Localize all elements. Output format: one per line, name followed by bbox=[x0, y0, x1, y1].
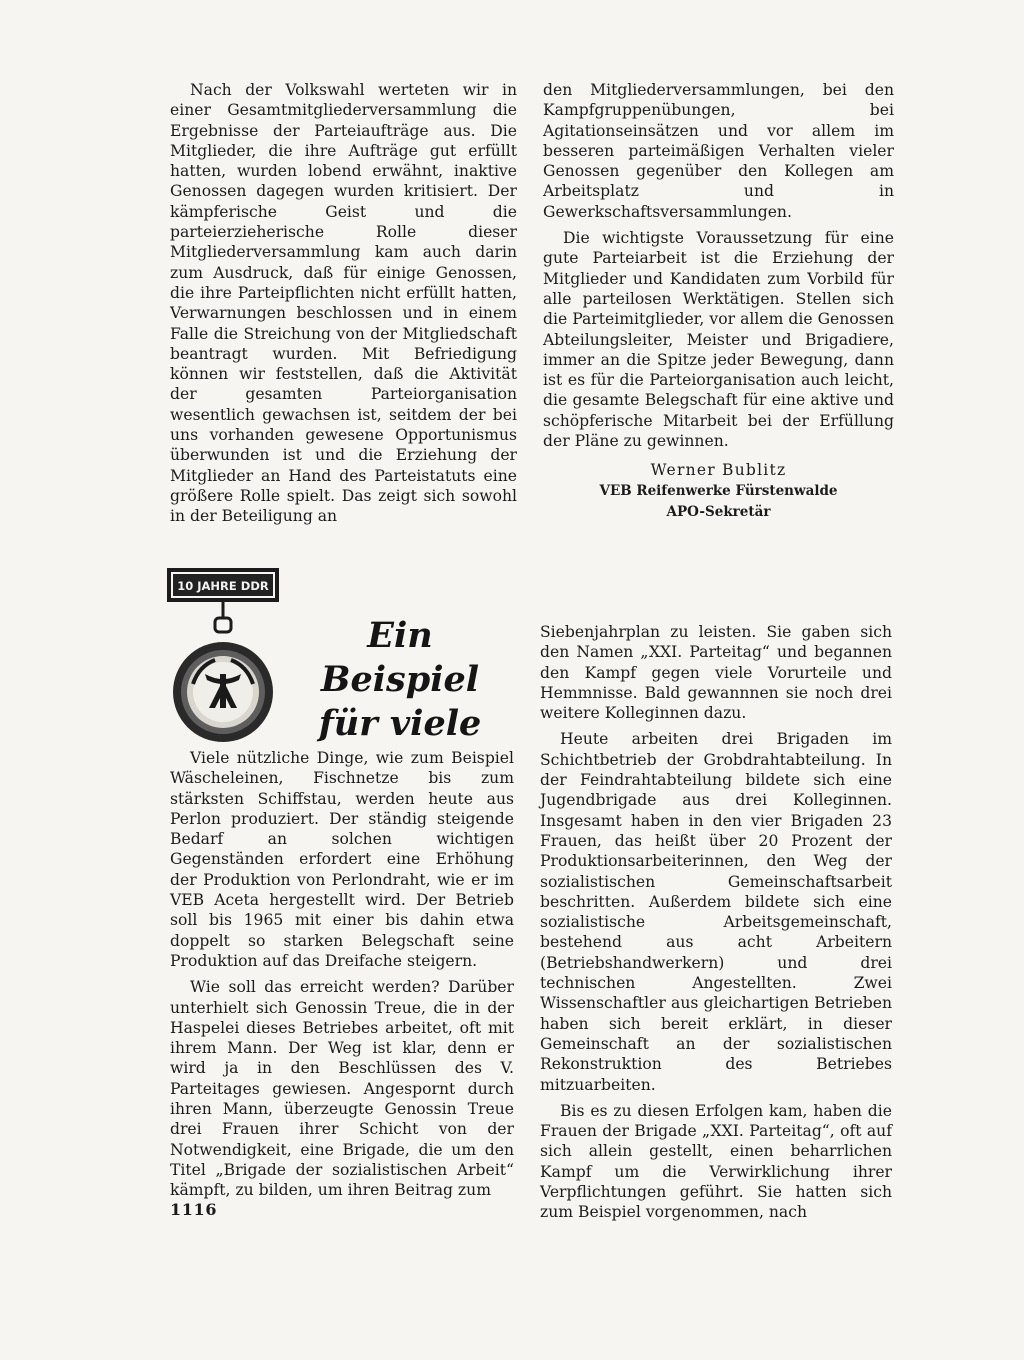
article2-left-column bbox=[170, 748, 514, 1201]
article1-right-paragraph-2: Die wichtigste Voraussetzung für eine gute Parteiarbeit ist die Erziehung der Mitglieder und Kandidaten zum Vorbild für alle parteilosen Werktätigen. Stellen sich die Parteimitglieder, vor allem die Genossen Abteilungsleiter, Meister und Brigadiere, immer an die Spitze jeder Bewegung, dann ist es für die Parteiorganisation auch leicht, die gesamte Belegschaft für eine aktive und schöpferische Mitarbeit bei der Erfüllung der Pläne zu gewinnen. bbox=[543, 229, 894, 451]
article1-signature bbox=[543, 459, 894, 523]
headline-line-2: für viele bbox=[318, 703, 482, 744]
article1-left-column bbox=[170, 80, 517, 527]
article2-left-paragraph-2: Wie soll das erreicht werden? Darüber unterhielt sich Genossin Treue, die in der Haspelei dieses Betriebes arbeitet, oft mit ihrem Mann. Der Weg ist klar, denn er wird ja in den Beschlüssen des V. Parteitages gewiesen. Angespornt durch ihren Mann, überzeugte Genossin Treue drei Frauen ihrer Schicht von der Notwendigkeit, eine Brigade, die um den Titel „Brigade der sozialistischen Arbeit“ kämpft, zu bilden, um ihren Beitrag zum bbox=[170, 978, 514, 1200]
article1-right-column bbox=[543, 80, 894, 523]
signature-company: VEB Reifenwerke Fürstenwalde bbox=[599, 483, 838, 500]
article2-right-column bbox=[540, 622, 892, 1223]
article2-right-paragraph-1: Siebenjahrplan zu leisten. Sie gaben sich den Namen „XXI. Parteitag“ und begannen den Kampf gegen viele Vorurteile und Hemmnisse. Bald gewannnen sie noch drei weitere Kolleginnen dazu. bbox=[540, 623, 892, 723]
article1-left-paragraph: Nach der Volkswahl werteten wir in einer Gesamtmitgliederversammlung die Ergebnisse der Parteiaufträge aus. Die Mitglieder, die ihre Aufträge gut erfüllt hatten, wurden lobend erwähnt, inaktive Genossen dagegen wurden kritisiert. Der kämpferische Geist und die parteierzieherische Rolle dieser Mitgliederversammlung kam auch darin zum Ausdruck, daß für einige Genossen, die ihre Parteipflichten nicht erfüllt hatten, Verwarnungen beschlossen und in einem Falle die Streichung von der Mitgliedschaft beantragt wurden. Mit Befriedigung können wir feststellen, daß die Aktivität der gesamten Parteiorganisation wesentlich gewachsen ist, seitdem der bei uns vorhanden gewesene Opportunismus überwunden ist und die Erziehung der Mitglieder an Hand des Parteistatuts eine größere Rolle spielt. Das zeigt sich sowohl in der Beteiligung an bbox=[170, 81, 517, 526]
headline-line-1: Ein Beispiel bbox=[320, 615, 480, 700]
page-number: 1116 bbox=[170, 1200, 218, 1219]
article2-headline bbox=[290, 614, 510, 746]
ddr-anniversary-medal-icon bbox=[165, 566, 285, 746]
article1-right-paragraph-1: den Mitgliederversammlungen, bei den Kampfgruppenübungen, bei Agitationseinsätzen und vor allem im besseren parteimäßigen Verhalten vieler Genossen gegenüber den Kollegen am Arbeitsplatz und in Gewerkschaftsversammlungen. bbox=[543, 81, 894, 221]
article2-left-paragraph-1: Viele nützliche Dinge, wie zum Beispiel Wäscheleinen, Fischnetze bis zum stärksten Schiffstau, werden heute aus Perlon produziert. Der ständig steigende Bedarf an solchen wichtigen Gegenständen erfordert eine Erhöhung der Produktion von Perlondraht, wie er im VEB Aceta hergestellt wird. Der Betrieb soll bis 1965 mit einer bis dahin etwa doppelt so starken Belegschaft seine Produktion auf das Dreifache steigern. bbox=[170, 749, 514, 970]
signature-name: Werner Bublitz bbox=[650, 461, 787, 480]
article2-right-paragraph-2: Heute arbeiten drei Brigaden im Schichtbetrieb der Grobdrahtabteilung. In der Feindrahtabteilung bildete sich eine Jugendbrigade aus drei Kolleginnen. Insgesamt haben in den vier Brigaden 23 Frauen, das heißt über 20 Prozent der Produktionsarbeiterinnen, den Weg der sozialistischen Gemeinschaftsarbeit beschritten. Außerdem bildete sich eine sozialistische Arbeitsgemeinschaft, bestehend aus acht Arbeitern (Betriebshandwerkern) und drei technischen Angestellten. Zwei Wissenschaftler aus gleichartigen Betrieben haben sich bereit erklärt, in dieser Gemeinschaft an der sozialistischen Rekonstruktion des Betriebes mitzuarbeiten. bbox=[540, 730, 892, 1094]
badge-label: 10 JAHRE DDR bbox=[177, 579, 269, 593]
signature-role: APO-Sekretär bbox=[666, 504, 771, 521]
article2-right-paragraph-3: Bis es zu diesen Erfolgen kam, haben die Frauen der Brigade „XXI. Parteitag“, oft auf sich allein gestellt, einen beharrlichen Kampf um die Verwirklichung ihrer Verpflichtungen geführt. Sie hatten sich zum Beispiel vorgenommen, nach bbox=[540, 1101, 892, 1222]
